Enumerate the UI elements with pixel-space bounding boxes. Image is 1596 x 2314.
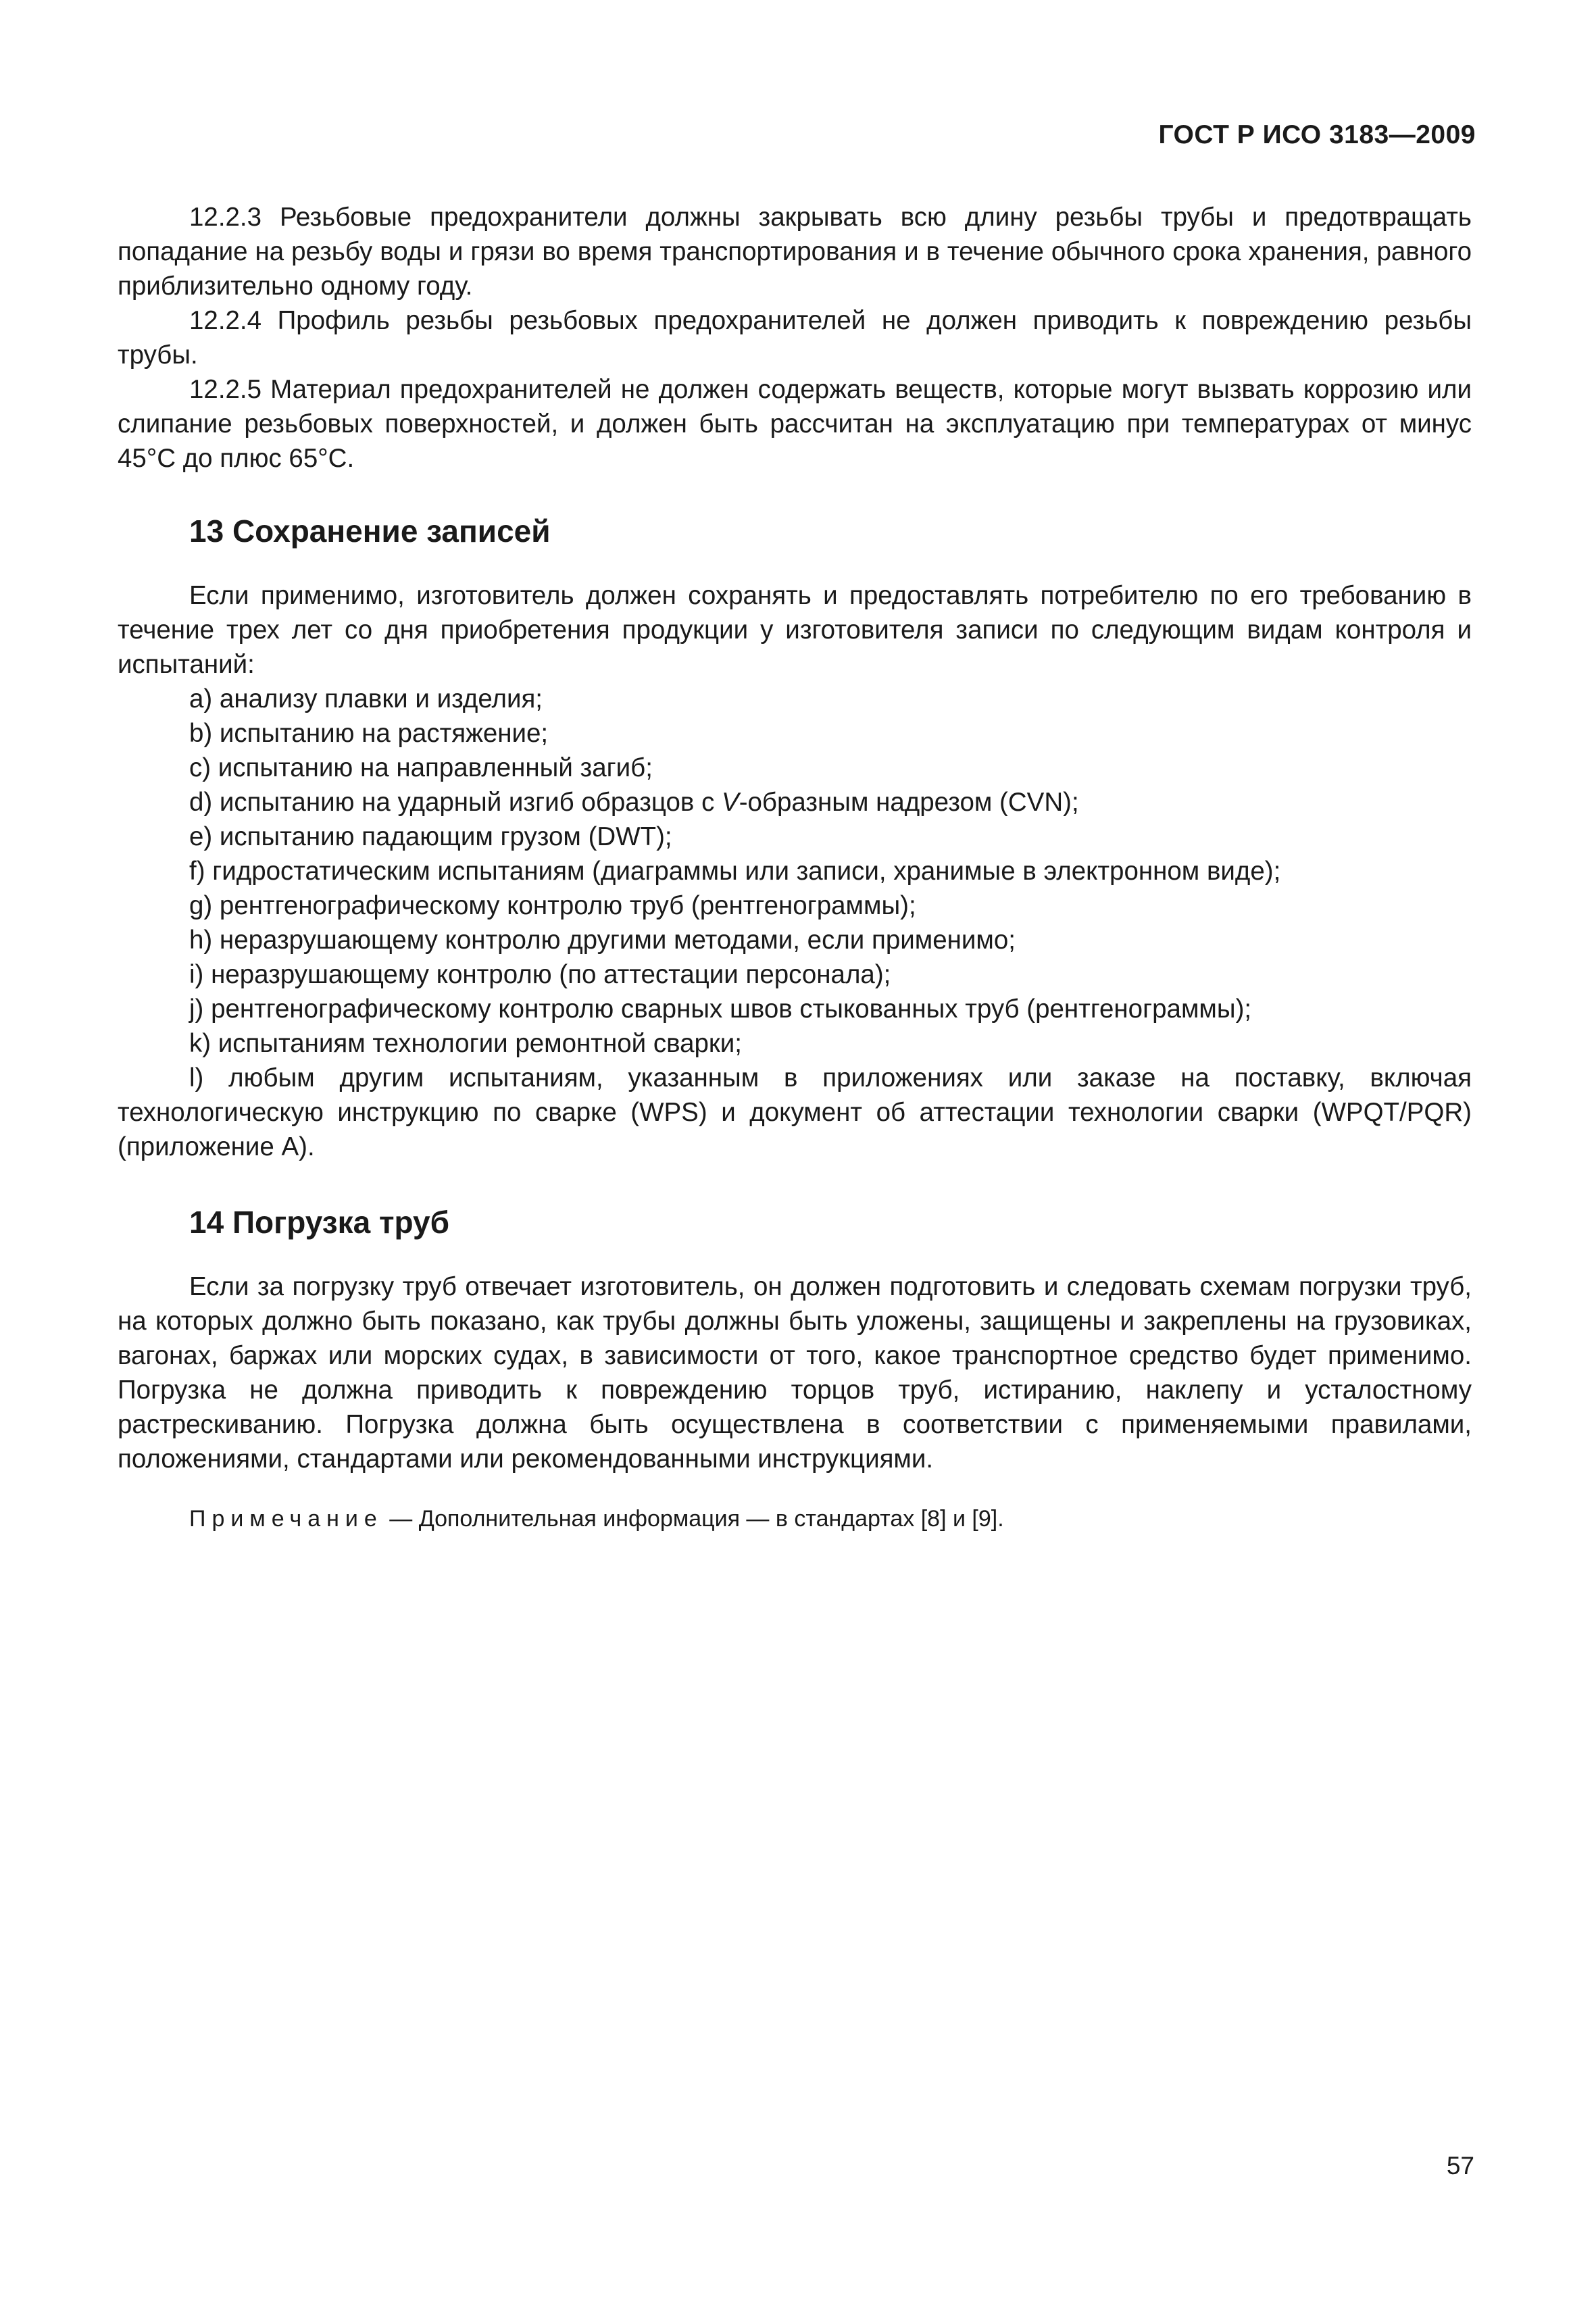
list-item-d-italic-v: V [722, 788, 739, 817]
section-14-note [118, 1503, 1472, 1534]
list-item-h: h) неразрушающему контролю другими методами, если применимо; [189, 926, 1016, 955]
paragraph-12-2-5: 12.2.5 Материал предохранителей не должен содержать веществ, которые могут вызвать коррозию или слипание резьбовых поверхностей, и должен быть рассчитан на эксплуатацию при температурах от минус 45°С до плюс 65°С. [118, 375, 1472, 473]
list-item-l: l) любым другим испытаниям, указанным в приложениях или заказе на поставку, включая технологическую инструкцию по сварке (WPS) и документ об аттестации технологии сварки (WPQT/PQR) (приложение А). [118, 1063, 1472, 1161]
list-item-j: j) рентгенографическому контролю сварных швов стыкованных труб (рентгенограммы); [189, 995, 1252, 1024]
list-item-i: i) неразрушающему контролю (по аттестации персонала); [189, 960, 891, 989]
document-code-header: ГОСТ Р ИСО 3183—2009 [1158, 120, 1476, 149]
section-13-heading: 13 Сохранение записей [189, 513, 551, 549]
paragraph-12-2-3: 12.2.3 Резьбовые предохранители должны закрывать всю длину резьбы трубы и предотвращать попадание на резьбу воды и грязи во время транспортирования и в течение обычного срока хранения, равного приблизительно одному году. [118, 203, 1472, 301]
list-item-d-tail: -образным надрезом (CVN); [739, 788, 1079, 817]
list-item-g: g) рентгенографическому контролю труб (рентгенограммы); [189, 891, 916, 920]
note-label: Примечание [189, 1506, 383, 1532]
list-item-k: k) испытаниям технологии ремонтной сварки; [189, 1029, 742, 1058]
page-content [118, 200, 1472, 1534]
section-14-body: Если за погрузку труб отвечает изготовитель, он должен подготовить и следовать схемам погрузки труб, на которых должно быть показано, как трубы должны быть уложены, защищены и закреплены на грузовиках, вагонах, баржах или морских судах, в зависимости от того, какое транспортное средство будет применимо. Погрузка не должна приводить к повреждению торцов труб, истиранию, наклепу и усталостному растрескиванию. Погрузка должна быть осуществлена в соответствии с применяемыми правилами, положениями, стандартами или рекомендованными инструкциями. [118, 1272, 1472, 1474]
section-13-intro: Если применимо, изготовитель должен сохранять и предоставлять потребителю по его требованию в течение трех лет со дня приобретения продукции у изготовителя записи по следующим видам контроля и испытаний: [118, 581, 1472, 679]
list-item-c: c) испытанию на направленный загиб; [189, 753, 653, 782]
note-text: — Дополнительная информация — в стандартах [8] и [9]. [382, 1506, 1004, 1532]
list-item-d [118, 785, 1472, 820]
page-number: 57 [1446, 2152, 1474, 2180]
list-item-b: b) испытанию на растяжение; [189, 719, 549, 748]
list-item-a: a) анализу плавки и изделия; [189, 684, 543, 713]
list-item-d-lead: d) испытанию на ударный изгиб образцов с [189, 788, 722, 817]
paragraph-12-2-4: 12.2.4 Профиль резьбы резьбовых предохранителей не должен приводить к повреждению резьбы трубы. [118, 306, 1472, 370]
section-14-heading: 14 Погрузка труб [189, 1205, 450, 1240]
list-item-f: f) гидростатическим испытаниям (диаграммы или записи, хранимые в электронном виде); [189, 857, 1281, 886]
list-item-e: e) испытанию падающим грузом (DWT); [189, 822, 672, 851]
